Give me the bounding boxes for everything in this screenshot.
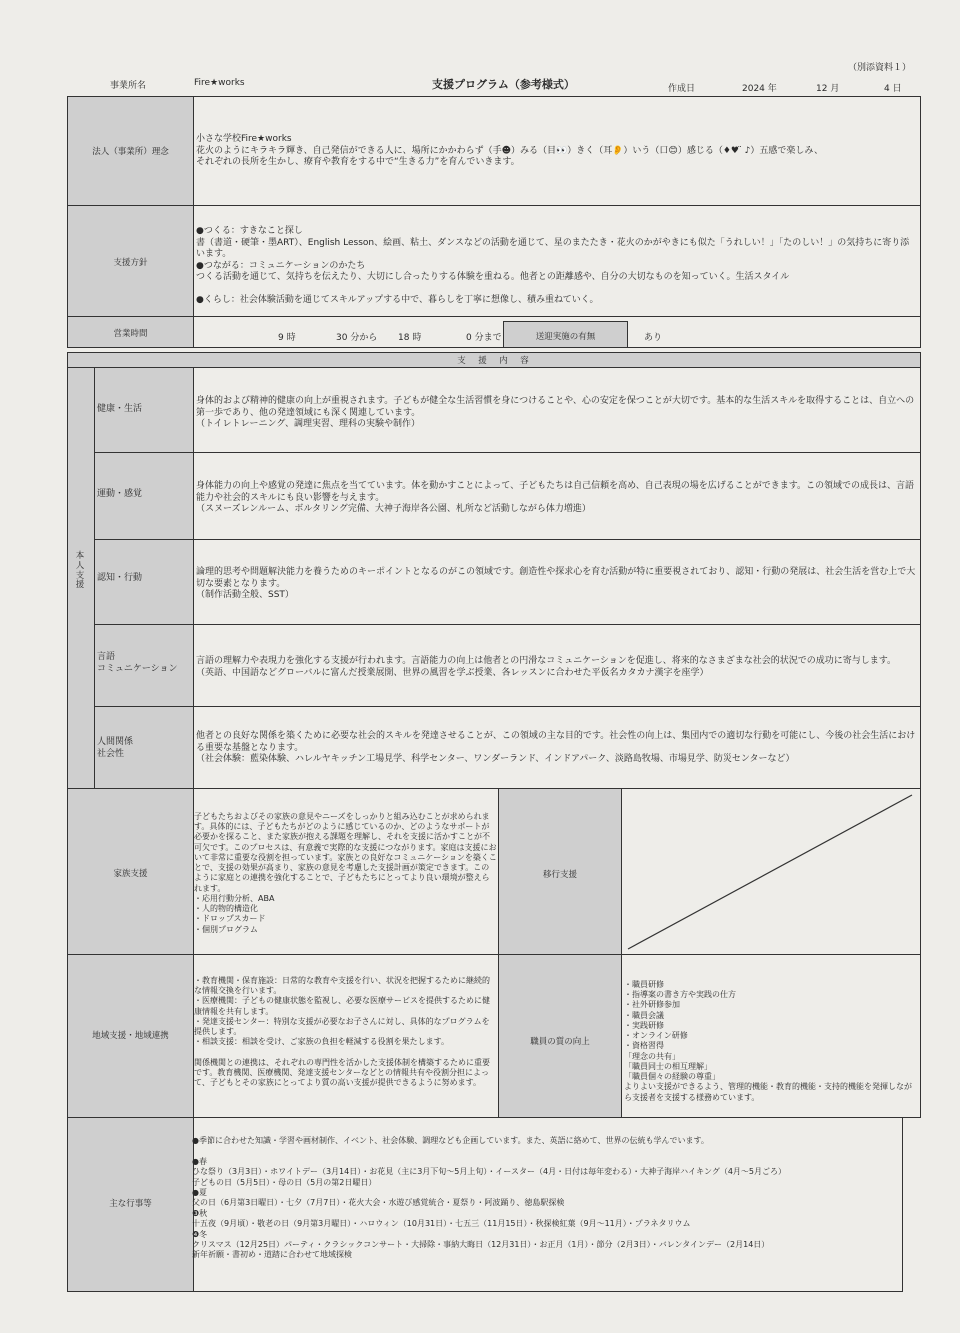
attachment-label: （別添資料１） — [848, 63, 912, 73]
created-year: 2024 年 — [742, 84, 777, 94]
philosophy-text: 小さな学校Fire★works 花火のようにキラキラ輝き、自己発信ができる人に、場所にかかわらず（手☻）みる（目👀）きく（耳👂）いう（口😊）感じる（♦♥ ̈ ♪）五感で楽しみ、 それぞれの長所を生かし、療育や教育をする中で“生きる力”を育んでいきます。 — [196, 134, 823, 168]
motor-text: 身体能力の向上や感覚の発達に焦点を当てています。体を動かすことによって、子どもたちは自己信頼を高め、自己表現の場を広げることができます。この領域での成長は、言語能力や社会的スキルにも良い影響を与えます。 （スヌーズレンルーム、ボルタリング完備、大神子海岸各公園、札所など活動しながら体力増進） — [196, 481, 915, 515]
social-text: 他者との良好な関係を築くために必要な社会的スキルを発達させることが、この領域の主な目的です。社会性の向上は、集団内での適切な行動を可能にし、今後の社会生活における重要な基盤となります。 （社会体験：藍染体験、ハレルヤキッチン工場見学、科学センター、ワンダーランド、インドアパーク、淡路島牧場、市場見学、防災センターなど） — [196, 731, 916, 765]
cognition-text: 論理的思考や問題解決能力を養うためのキーポイントとなるのがこの領域です。創造性や探求心を育む活動が特に重要視されており、認知・行動の発展は、社会生活を営む上で大切な要素となります。 （制作活動全般、SST） — [196, 567, 916, 601]
diagonal-slash — [622, 789, 922, 956]
created-label: 作成日 — [668, 84, 696, 94]
community-label: 地域支援・地域連携 — [92, 1031, 169, 1041]
philosophy-label: 法人（事業所）理念 — [92, 147, 169, 157]
created-day: 4 日 — [884, 84, 902, 94]
cognition-label: 認知・行動 — [97, 573, 143, 583]
motor-label: 運動・感覚 — [97, 489, 143, 499]
family-text: 子どもたちおよびその家族の意見やニーズをしっかりと組み込むことが求められます。具体的には、子どもたちがどのように感じているのか、どのようなサポートが必要かを探ること、また家族が抱える課題を理解し、それを支援に活かすことが不可欠です。このプロセスは、有意義で実際的な支援につながります。家庭は支援において非常に重要な役割を担っています。家族との良好なコミュニケーションを築くことで、支援の効果が高まり、家族の意見を考慮した支援計画が策定できます。このように家庭との連携を強化することで、子どもたちにとってより良い環境が整えられます。 ・応用行動分析、ABA ・人的物的構造化 ・ドロップスカード ・個別プログラム — [194, 812, 497, 934]
hours-end-minute: 0 分まで — [466, 333, 502, 343]
language-text: 言語の理解力や表現力を強化する支援が行われます。言語能力の向上は他者との円滑なコミュニケーションを促進し、将来的なさまざまな社会的状況での成功に寄与します。 （英語、中国語などグローバルに富んだ授業展開、世界の風習を学ぶ授業、各レッスンに合わせた平仮名カタカナ漢字を座学） — [196, 656, 897, 678]
policy-text: ●つくる：すきなこと探し 書（書道・硬筆・墨ART）、English Lesson、絵画、粘土、ダンスなどの活動を通じて、星のまたたき・花火のかがやきにも似た「うれしい！」「たのしい！」の気持ちに寄り添います。 ●つながる：コミュニケーションのかたち つくる活動を通じて、気持ちを伝えたり、大切にし合ったりする体験を重ねる。他者との距離感や、自分の大切なものを知っていく。生活スタイル ●くらし：社会体験活動を通じてスキルアップする中で、暮らしを丁寧に想像し、積み重ねていく。 — [196, 226, 910, 306]
community-text: ・教育機関・保育施設：日常的な教育や支援を行い、状況を把握するために継続的な情報交換を行います。 ・医療機関：子どもの健康状態を監視し、必要な医療サービスを提供するために健康情報を共有します。 ・発達支援センター：特別な支援が必要なお子さんに対し、具体的なプログラムを提供します。 ・相談支援：相談を受け、ご家族の負担を軽減する役割を果たします。 関係機関との連携は、それぞれの専門性を活かした支援体制を構築するために重要です。教育機関、医療機関、発達支援センターなどとの情報共有や役割分担によって、子どもとその家族にとってより質の高い支援が提供できるように努めます。 — [194, 976, 490, 1088]
events-label: 主な行事等 — [109, 1199, 152, 1209]
transition-label: 移行支援 — [542, 870, 577, 880]
transport-value: あり — [644, 333, 663, 343]
social-label: 人間関係 社会性 — [97, 737, 134, 759]
hours-start-hour: 9 時 — [278, 333, 296, 343]
page-title: 支援プログラム（参考様式） — [432, 78, 575, 91]
office-name: Fire★works — [194, 78, 245, 88]
staff-label: 職員の質の向上 — [530, 1037, 590, 1047]
hours-start-minute: 30 分から — [336, 333, 378, 343]
transition-cell — [621, 788, 921, 955]
created-month: 12 月 — [816, 84, 840, 94]
office-label: 事業所名 — [110, 81, 147, 91]
staff-text: ・職員研修 ・指導案の書き方や実践の仕方 ・社外研修参加 ・職員会議 ・実践研修 ・オンライン研修 ・資格習得 「理念の共有」 「職員同士の相互理解」 「職員個々の経験の尊重」 よりよい支援ができるよう、管理的機能・教育的機能・支持的機能を発揮しながら支援者を支援する様務めています。 — [624, 980, 912, 1102]
hours-end-hour: 18 時 — [398, 333, 422, 343]
personal-support-label: 本人支援 — [75, 551, 85, 591]
health-text: 身体的および精神的健康の向上が重視されます。子どもが健全な生活習慣を身につけることや、心の安定を保つことが大切です。基本的な生活スキルを取得することは、自立への第一歩であり、他の発達領域にも深く関連しています。 （トイレトレーニング、調理実習、理科の実験や制作） — [196, 396, 915, 430]
health-label: 健康・生活 — [97, 404, 143, 414]
family-label: 家族支援 — [113, 869, 148, 879]
language-label: 言語 コミュニケーション — [97, 652, 178, 674]
support-header: 支 援 内 容 — [457, 356, 531, 366]
transport-label: 送迎実施の有無 — [535, 332, 596, 342]
events-text: ●季節に合わせた知識・学習や画材制作、イベント、社会体験、調理なども企画しています。また、英語に絡めて、世界の伝統も学んでいます。 ●春 ひな祭り（3月3日）・ホワイトデー（3月14日）・お花見（主に3月下旬～5月上旬）・イースター（4月・日付は毎年変わる）・大神子海岸ハイキング（4月～5月ごろ） 子どもの日（5月5日）・母の日（5月の第2日曜日） ●夏 父の日（6月第3日曜日）・七夕（7月7日）・花火大会・水遊び感覚統合・夏祭り・阿波踊り、徳島駅探検 ❸秋 十五夜（9月頃）・敬老の日（9月第3月曜日）・ハロウィン（10月31日）・七五三（11月15日）・秋探検紅葉（9月～11月）・プラネタリウム ❹冬 クリスマス（12月25日）パーティ・クラシックコンサート・大掃除・事納大晦日（12月31日）・お正月（1月）・節分（2月3日）・バレンタインデー（2月14日） 新年祈願・書初め・道踏に合わせて地域探検 — [192, 1136, 787, 1260]
policy-label: 支援方針 — [113, 258, 148, 268]
hours-label: 営業時間 — [113, 329, 148, 339]
